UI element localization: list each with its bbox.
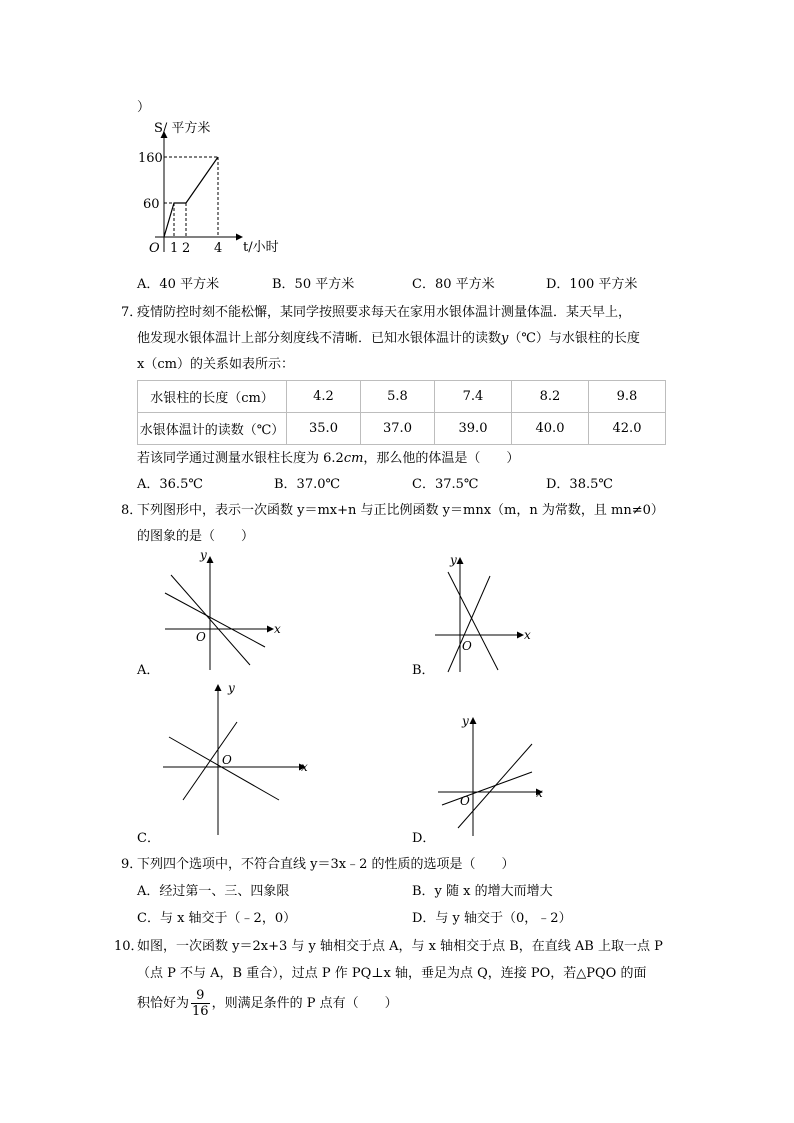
q7-question: 若该同学通过测量水银柱长度为 6.2cm，那么他的体温是（ ）: [137, 451, 520, 466]
q7-data-table: [137, 380, 666, 445]
q7-line2: 他发现水银体温计上部分刻度线不清晰．已知水银体温计的读数y（℃）与水银柱的长度: [137, 331, 640, 346]
q7-line1: 疫情防控时刻不能松懈，某同学按照要求每天在家用水银体温计测量体温．某天早上，: [137, 305, 632, 320]
q8-graph-b: [430, 550, 540, 675]
q8-line1: 下列图形中，表示一次函数 y＝mx+n 与正比例函数 y＝mnx（m，n 为常数，且 mn≠0）: [137, 503, 664, 518]
table-cell: 40.0: [512, 413, 589, 445]
area-line: [164, 157, 218, 237]
q8-label-d: D．: [412, 831, 436, 846]
q8-label-b: B．: [412, 663, 435, 678]
table-cell: 7.4: [435, 381, 512, 413]
line-1: [442, 772, 532, 805]
x-tick-2: 2: [182, 241, 191, 256]
origin-label: O: [196, 630, 206, 644]
q8-line2: 的图象的是（ ）: [137, 529, 255, 544]
q8-number: 8．: [121, 503, 143, 518]
origin-label: O: [460, 794, 470, 808]
x-label: x: [301, 760, 308, 774]
q7-option-b: B．37.0℃: [274, 477, 341, 492]
x-axis-label: t/小时: [243, 240, 279, 255]
x-label: x: [274, 622, 281, 636]
q6-option-d: D．100 平方米: [546, 277, 638, 292]
q7-option-a: A．36.5℃: [137, 477, 203, 492]
q9-option-d: D．与 y 轴交于（0，﹣2）: [412, 911, 572, 926]
q7-line3: x（cm）的关系如表所示：: [137, 357, 294, 372]
table-cell: 35.0: [287, 413, 361, 445]
q9-number: 9．: [121, 857, 143, 872]
x-label: x: [524, 628, 531, 642]
q6-option-c: C．80 平方米: [412, 277, 495, 292]
x-tick-1: 1: [170, 241, 179, 256]
q8-graph-c: [155, 680, 310, 840]
table-cell: 42.0: [589, 413, 666, 445]
table-row: [138, 413, 666, 445]
origin-label: O: [462, 639, 472, 653]
q8-label-a: A．: [137, 663, 160, 678]
line-2: [458, 744, 532, 828]
q9-option-b: B．y 随 x 的增大而增大: [412, 884, 553, 899]
table-cell: 4.2: [287, 381, 361, 413]
fraction-9-16: $\frac{9}{16}$: [192, 988, 209, 1019]
q10-line1: 如图，一次函数 y＝2x+3 与 y 轴相交于点 A，与 x 轴相交于点 B，在直线 AB 上取一点 P: [137, 939, 663, 954]
table-cell: 37.0: [361, 413, 435, 445]
y-tick-160: 160: [138, 151, 163, 166]
y-label: y: [200, 548, 207, 562]
q6-area-time-graph: [130, 118, 290, 258]
q10-line3: 积恰好为 $\frac{9}{16}$ ，则满足条件的 P 点有（ ）: [137, 988, 398, 1019]
q8-graph-a: [155, 545, 290, 675]
y-axis-label: S/ 平方米: [154, 121, 211, 136]
y-label: y: [228, 681, 235, 695]
q6-paren-close: ）: [137, 100, 151, 115]
q7-option-c: C．37.5℃: [412, 477, 479, 492]
y-label: y: [450, 553, 457, 567]
row1-header: 水银柱的长度（cm）: [138, 381, 287, 413]
q6-option-b: B．50 平方米: [272, 277, 355, 292]
q10-line2: （点 P 不与 A，B 重合），过点 P 作 PQ⊥x 轴，垂足为点 Q，连接 PO，若△PQO 的面: [137, 966, 647, 981]
table-cell: 39.0: [435, 413, 512, 445]
q9-stem: 下列四个选项中，不符合直线 y＝3x﹣2 的性质的选项是（ ）: [137, 857, 515, 872]
row2-header: 水银体温计的读数（℃）: [138, 413, 287, 445]
y-tick-60: 60: [143, 197, 160, 212]
table-cell: 8.2: [512, 381, 589, 413]
line-1: [169, 737, 279, 800]
line-2: [448, 576, 490, 672]
table-cell: 9.8: [589, 381, 666, 413]
q9-option-a: A．经过第一、三、四象限: [137, 884, 290, 899]
x-label: x: [536, 786, 543, 800]
origin-label: O: [222, 753, 232, 767]
x-tick-4: 4: [214, 241, 223, 256]
q9-option-c: C．与 x 轴交于（﹣2，0）: [137, 911, 297, 926]
q7-option-d: D．38.5℃: [546, 477, 613, 492]
q8-graph-d: [430, 710, 550, 840]
table-row: [138, 381, 666, 413]
q6-option-a: A．40 平方米: [137, 277, 220, 292]
q7-number: 7．: [121, 305, 143, 320]
origin-label: O: [149, 241, 160, 256]
line-1: [165, 593, 265, 647]
q8-label-c: C．: [137, 831, 160, 846]
table-cell: 5.8: [361, 381, 435, 413]
q10-number: 10．: [114, 939, 144, 954]
y-label: y: [462, 714, 469, 728]
